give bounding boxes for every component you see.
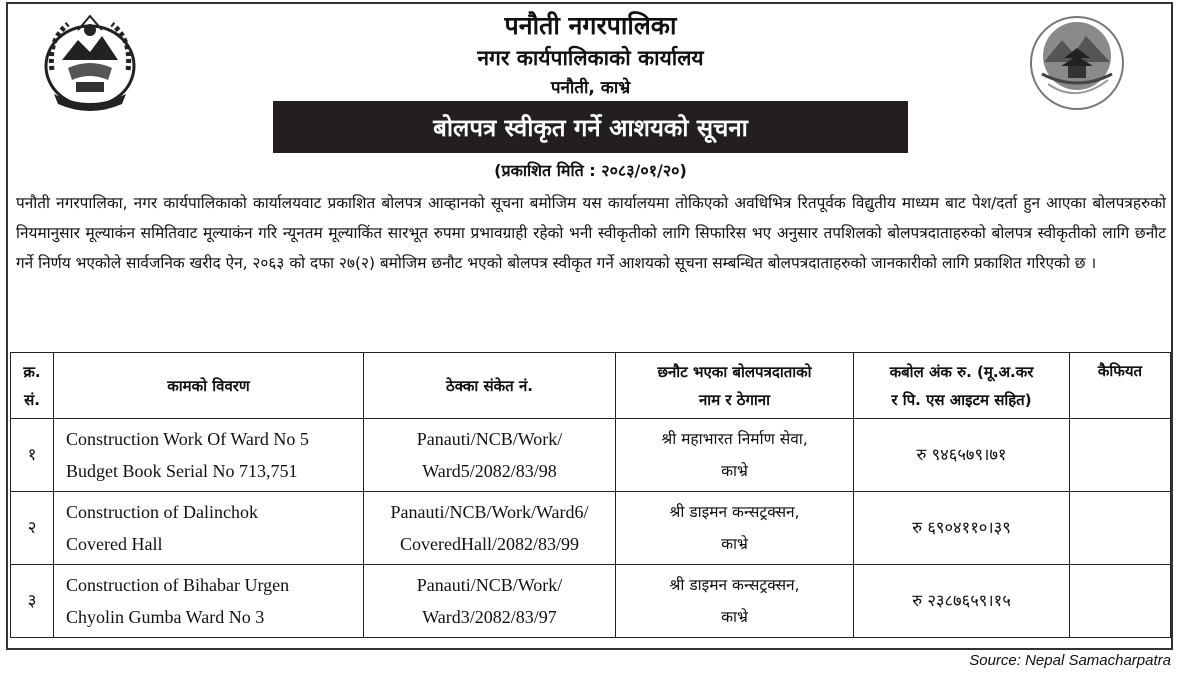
cell-amount: रु ६९०४११०।३९ [854, 492, 1070, 565]
table-row [11, 492, 1171, 565]
col-header-bidder: छनौट भएका बोलपत्रदाताको नाम र ठेगाना [616, 353, 854, 419]
col-header-ref: ठेक्का संकेत नं. [364, 353, 616, 419]
col-header-amount: कबोल अंक रु. (मू.अ.कर र पि. एस आइटम सहित) [854, 353, 1070, 419]
col-header-remarks: कैफियत [1070, 353, 1171, 419]
cell-bidder: श्री डाइमन कन्सट्रक्सन, काभ्रे [616, 565, 854, 638]
cell-sn: १ [11, 419, 54, 492]
cell-bidder: श्री डाइमन कन्सट्रक्सन, काभ्रे [616, 492, 854, 565]
selected-bids-table [10, 352, 1171, 638]
notice-title-banner [273, 101, 908, 153]
cell-sn: २ [11, 492, 54, 565]
cell-work: Construction of Dalinchok Covered Hall [54, 492, 364, 565]
table-header-row [11, 353, 1171, 419]
source-credit: Source: Nepal Samacharpatra [969, 652, 1171, 669]
cell-work: Construction of Bihabar Urgen Chyolin Gumba Ward No 3 [54, 565, 364, 638]
table-row [11, 565, 1171, 638]
cell-amount: रु ९४६५७९।७१ [854, 419, 1070, 492]
municipality-name: पनौती नगरपालिका [504, 11, 677, 40]
cell-ref: Panauti/NCB/Work/ Ward3/2082/83/97 [364, 565, 616, 638]
cell-amount: रु २३८७६५९।१५ [854, 565, 1070, 638]
cell-ref: Panauti/NCB/Work/Ward6/ CoveredHall/2082/83/99 [364, 492, 616, 565]
col-header-work: कामको विवरण [54, 353, 364, 419]
table-row [11, 419, 1171, 492]
col-header-sn: क्र. सं. [11, 353, 54, 419]
cell-sn: ३ [11, 565, 54, 638]
cell-remarks [1070, 419, 1171, 492]
published-date: (प्रकाशित मिति : २०८३/०१/२०) [494, 161, 687, 180]
cell-ref: Panauti/NCB/Work/ Ward5/2082/83/98 [364, 419, 616, 492]
cell-work: Construction Work Of Ward No 5 Budget Book Serial No 713,751 [54, 419, 364, 492]
cell-remarks [1070, 492, 1171, 565]
office-name: नगर कार्यपालिकाको कार्यालय [477, 46, 704, 70]
notice-body-paragraph: पनौती नगरपालिका, नगर कार्यपालिकाको कार्यालयवाट प्रकाशित बोलपत्र आव्हानको सूचना बमोजिम यस कार्यालयमा तोकिएको अवधिभित्र रितपूर्वक विद्युतीय माध्यम बाट पेश/दर्ता हुन आएका बोलपत्रहरुको नियमानुसार मूल्याकंन समितिवाट मूल्याकंन गरि न्यूनतम मूल्याकिंत सारभूत रुपमा प्रभावग्राही रहेको भनी स्वीकृतीको लागि सिफारिस भए अनुसार तपशिलको बोलपत्रदाताहरुको बोलपत्र स्वीकृतीको लागि छनौट गर्ने निर्णय भएकोले सार्वजनिक खरीद ऐन, २०६३ को दफा २७(२) बमोजिम छनौट भएको बोलपत्र स्वीकृत गर्ने आशयको सूचना सम्बन्धित बोलपत्रदाताहरुको जानकारीको लागि प्रकाशित गरिएको छ । [16, 194, 1166, 272]
office-location: पनौती, काभ्रे [550, 78, 631, 98]
cell-bidder: श्री महाभारत निर्माण सेवा, काभ्रे [616, 419, 854, 492]
notice-title: बोलपत्र स्वीकृत गर्ने आशयको सूचना [433, 113, 748, 142]
cell-remarks [1070, 565, 1171, 638]
